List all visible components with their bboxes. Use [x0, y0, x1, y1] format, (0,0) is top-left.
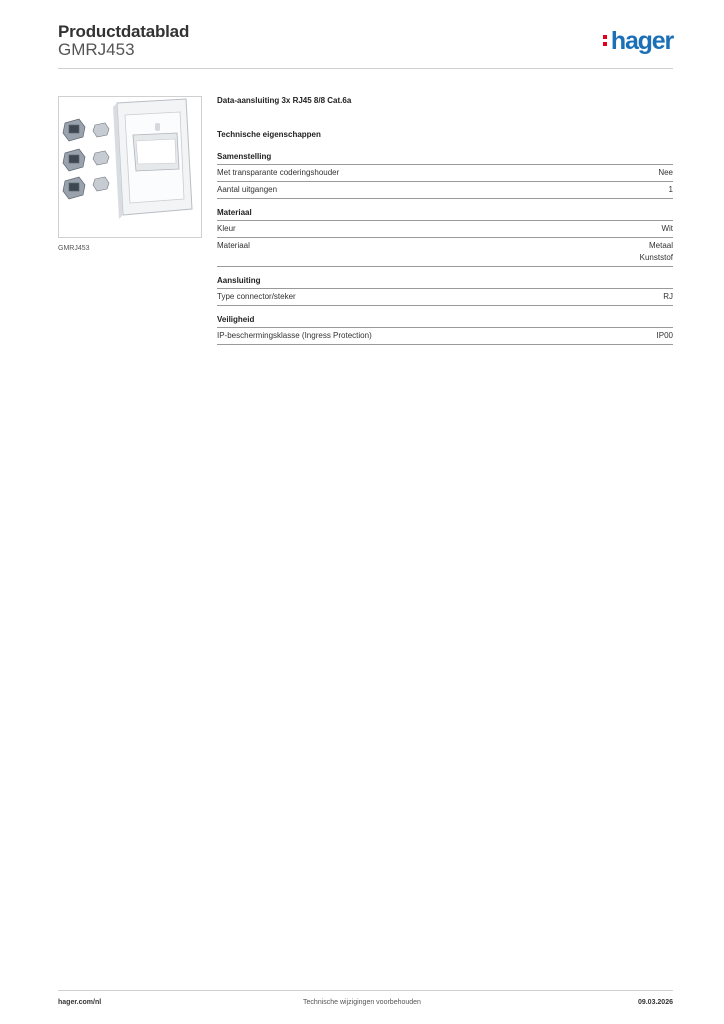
footer-date: 09.03.2026 — [637, 999, 673, 1006]
spec-row — [217, 289, 673, 306]
section-title: Samenstelling — [217, 152, 673, 165]
product-image — [58, 96, 202, 238]
technical-properties-heading: Technische eigenschappen — [217, 130, 321, 139]
spec-content — [217, 96, 673, 354]
page-title: Productdatablad — [58, 22, 190, 41]
footer-divider — [58, 990, 673, 991]
spec-label: Type connector/steker — [217, 292, 296, 301]
spec-label: Aantal uitgangen — [217, 185, 278, 194]
footer-notice: Technische wijzigingen voorbehouden — [303, 999, 421, 1006]
spec-value-line: Metaal — [648, 241, 673, 250]
spec-value-line: Nee — [658, 168, 673, 177]
spec-value-line: Wit — [661, 224, 673, 233]
spec-section — [217, 208, 673, 267]
spec-value-line: RJ — [663, 292, 673, 301]
spec-row — [217, 328, 673, 345]
spec-label: Materiaal — [217, 241, 250, 250]
spec-value-line: 1 — [668, 185, 673, 194]
section-title: Materiaal — [217, 208, 673, 221]
connector-cap-1 — [93, 123, 109, 137]
rj45-module-3 — [63, 177, 85, 199]
spec-label: Kleur — [217, 224, 236, 233]
spec-row — [217, 182, 673, 199]
logo-colon-icon — [603, 35, 607, 49]
rj45-module-2 — [63, 149, 85, 171]
spec-section — [217, 276, 673, 306]
spec-label: Met transparante coderingshouder — [217, 168, 340, 177]
connector-cap-2 — [93, 151, 109, 165]
spec-row — [217, 165, 673, 182]
section-title: Veiligheid — [217, 315, 673, 328]
product-illustration — [59, 97, 201, 237]
spec-value — [658, 167, 673, 179]
header-divider — [58, 68, 673, 69]
spec-value — [640, 240, 673, 264]
spec-label: IP-beschermingsklasse (Ingress Protection) — [217, 331, 372, 340]
spec-row — [217, 221, 673, 238]
image-caption: GMRJ453 — [58, 245, 90, 252]
product-description: Data-aansluiting 3x RJ45 8/8 Cat.6a — [217, 96, 352, 105]
connector-cap-3 — [93, 177, 109, 191]
rj45-module-1 — [63, 119, 85, 141]
hager-logo — [611, 26, 673, 56]
spec-row — [217, 238, 673, 267]
product-code: GMRJ453 — [58, 40, 135, 59]
spec-value-line: IP00 — [656, 331, 673, 340]
logo-text: hager — [610, 27, 673, 55]
spec-section — [217, 152, 673, 199]
spec-value — [669, 184, 673, 196]
spec-value — [661, 223, 673, 235]
spec-value — [663, 291, 673, 303]
spec-section — [217, 315, 673, 345]
spec-sections — [217, 152, 673, 345]
section-title: Aansluiting — [217, 276, 673, 289]
spec-value — [657, 330, 673, 342]
spec-value-line: Kunststof — [639, 253, 673, 262]
page-header — [58, 20, 673, 70]
footer-website-link[interactable]: hager.com/nl — [58, 999, 102, 1006]
